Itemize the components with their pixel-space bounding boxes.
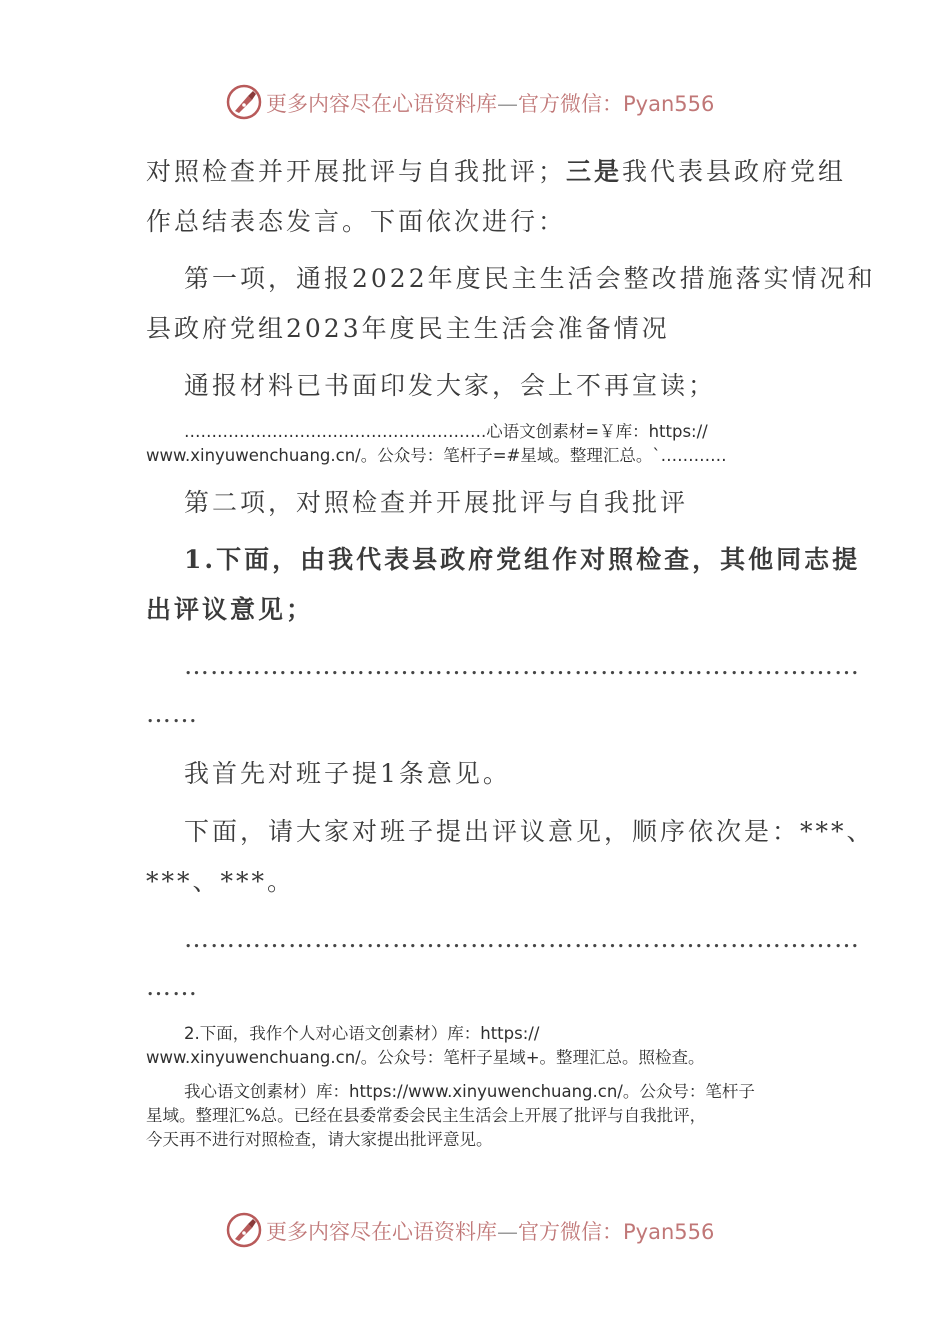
ellipsis-line: …………………………………………………………………… <box>184 924 860 953</box>
banner-wechat-id: Pyan556 <box>623 1220 715 1244</box>
watermark-text: www.xinyuwenchuang.cn/。公众号：笔杆子星域+。整理汇总。照检查。 <box>146 1048 705 1067</box>
ellipsis-line: …… <box>146 972 198 1001</box>
footer-banner <box>0 1206 950 1256</box>
agenda-item-1: 第一项，通报2022年度民主生活会整改措施落实情况和 <box>184 264 876 293</box>
paragraph-line: 对照检查并开展批评与自我批评；三是我代表县政府党组 <box>146 157 847 186</box>
fountain-pen-logo-icon <box>226 1212 262 1248</box>
banner-wechat-label: 官方微信： <box>518 1220 623 1244</box>
emphasis-text: 三是 <box>566 157 623 186</box>
ellipsis-line: …… <box>146 699 198 728</box>
banner-wechat-label: 官方微信： <box>518 92 623 116</box>
agenda-item-2: 第二项，对照检查并开展批评与自我批评 <box>184 488 689 517</box>
watermark-text: 今天再不进行对照检查，请大家提出批评意见。 <box>146 1130 493 1149</box>
fountain-pen-logo-icon <box>226 84 262 120</box>
paragraph-line: 下面，请大家对班子提出评议意见，顺序依次是：***、 <box>184 817 875 846</box>
watermark-text: 我心语文创素材）库：https://www.xinyuwenchuang.cn/。公众号：笔杆子 <box>184 1082 755 1101</box>
banner-title: 更多内容尽在心语资料库 <box>266 92 497 116</box>
banner-separator: — <box>497 1220 518 1244</box>
bold-heading-cont: 出评议意见； <box>146 595 315 624</box>
paragraph-line: 作总结表态发言。下面依次进行： <box>146 207 567 236</box>
header-banner <box>0 78 950 128</box>
watermark-text: www.xinyuwenchuang.cn/。公众号：笔杆子=#星域。整理汇总。`………… <box>146 446 727 465</box>
paragraph-line: 我首先对班子提1条意见。 <box>184 759 511 788</box>
watermark-text: ……………………………………………….心语文创素材=￥库：https:// <box>184 422 708 441</box>
banner-wechat-id: Pyan556 <box>623 92 715 116</box>
notice-paragraph: 通报材料已书面印发大家，会上不再宣读； <box>184 371 717 400</box>
banner-text <box>266 88 714 118</box>
watermark-text: 2.下面，我作个人对心语文创素材）库：https:// <box>184 1024 540 1043</box>
bold-heading: 1.下面，由我代表县政府党组作对照检查，其他同志提 <box>184 545 861 574</box>
paragraph-line: ***、***。 <box>146 867 296 896</box>
banner-separator: — <box>497 92 518 116</box>
banner-text <box>266 1216 714 1246</box>
agenda-item-1-cont: 县政府党组2023年度民主生活会准备情况 <box>146 314 670 343</box>
watermark-text: 星域。整理汇%总。已经在县委常委会民主生活会上开展了批评与自我批评， <box>146 1106 707 1125</box>
ellipsis-line: …………………………………………………………………… <box>184 651 860 680</box>
banner-title: 更多内容尽在心语资料库 <box>266 1220 497 1244</box>
